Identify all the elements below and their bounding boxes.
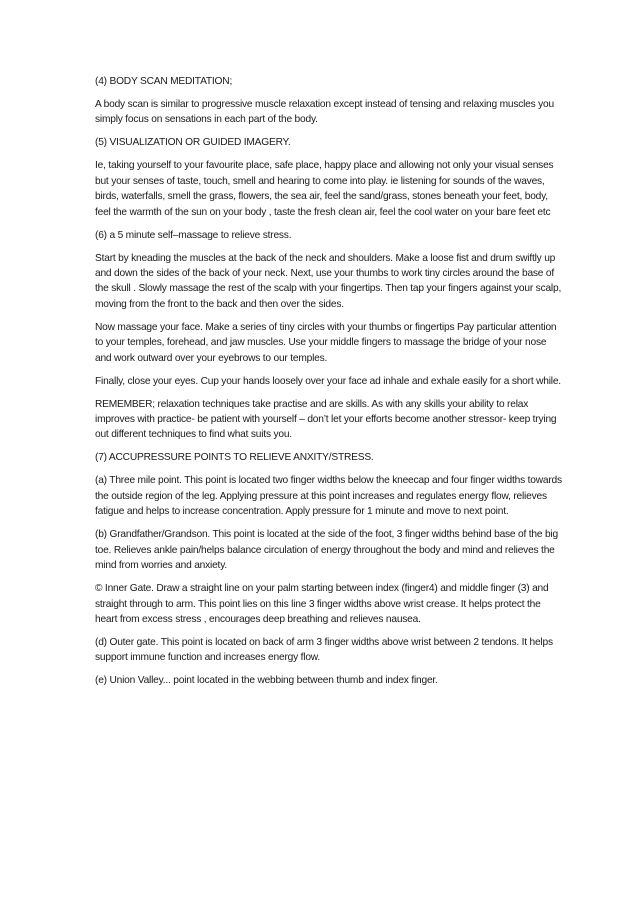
paragraph-union-valley: (e) Union Valley... point located in the webbing between thumb and index finger.	[95, 675, 438, 687]
paragraph-face-massage: Now massage your face. Make a series of tiny circles with your thumbs or fingertips Pay particular attention to your temples, forehead, and jaw muscles. Use your middle fingers to massage the bridge of your nose and work outward over your eyebrows to our temples.	[95, 321, 557, 364]
heading-visualization: (5) VISUALIZATION OR GUIDED IMAGERY.	[95, 137, 291, 149]
paragraph-visualization: Ie, taking yourself to your favourite place, safe place, happy place and allowing not only your visual senses but your senses of taste, touch, smell and hearing to come into play. ie listening for sounds of the waves, birds, waterfalls, smell the grass, flowers, the sea air, feel the sand/grass, stones beneath your feet, body, feel the warmth of the sun on your body , taste the fresh clean air, feel the cool water on your bare feet etc	[95, 160, 554, 218]
paragraph-inner-gate: © Inner Gate. Draw a straight line on your palm starting between index (finger4) and middle finger (3) and straight through to arm. This point lies on this line 3 finger widths above wrist crease. It helps protect the heart from excess stress , encourages deep breathing and relieves nausea.	[95, 583, 549, 625]
heading-accupressure: (7) ACCUPRESSURE POINTS TO RELIEVE ANXITY/STRESS.	[95, 452, 374, 464]
paragraph-three-mile-point: (a) Three mile point. This point is located two finger widths below the kneecap and four finger widths towards the outside region of the leg. Applying pressure at this point increases and regulates energy flow, relieves fatigue and helps to increase concentration. Apply pressure for 1 minute and move to next point.	[95, 475, 562, 518]
paragraph-close-eyes: Finally, close your eyes. Cup your hands loosely over your face ad inhale and exhale easily for a short while.	[95, 375, 561, 387]
paragraph-neck-shoulders: Start by kneading the muscles at the back of the neck and shoulders. Make a loose fist and drum swiftly up and down the sides of the back of your neck. Next, use your thumbs to work tiny circles around the base of the skull . Slowly massage the rest of the scalp with your fingertips. Then tap your fingers against your scalp, moving from the front to the back and then over the sides.	[95, 252, 562, 310]
heading-self-massage: (6) a 5 minute self–massage to relieve stress.	[95, 229, 292, 241]
document-body	[95, 74, 565, 696]
paragraph-body-scan: A body scan is similar to progressive muscle relaxation except instead of tensing and relaxing muscles you simply focus on sensations in each part of the body.	[95, 99, 554, 126]
heading-body-scan-meditation: (4) BODY SCAN MEDITATION;	[95, 76, 233, 87]
paragraph-grandfather-grandson: (b) Grandfather/Grandson. This point is located at the side of the foot, 3 finger widths behind base of the big toe. Relieves ankle pain/helps balance circulation of energy throughout the body and mind and relieves the mind from worries and anxiety.	[95, 529, 558, 572]
paragraph-outer-gate: (d) Outer gate. This point is located on back of arm 3 finger widths above wrist between 2 tendons. It helps support immune function and increases energy flow.	[95, 636, 553, 664]
paragraph-remember: REMEMBER; relaxation techniques take practise and are skills. As with any skills your ability to relax improves with practice- be patient with yourself – don’t let your efforts become another stressor- keep trying out different techniques to find what suits you.	[95, 398, 557, 441]
